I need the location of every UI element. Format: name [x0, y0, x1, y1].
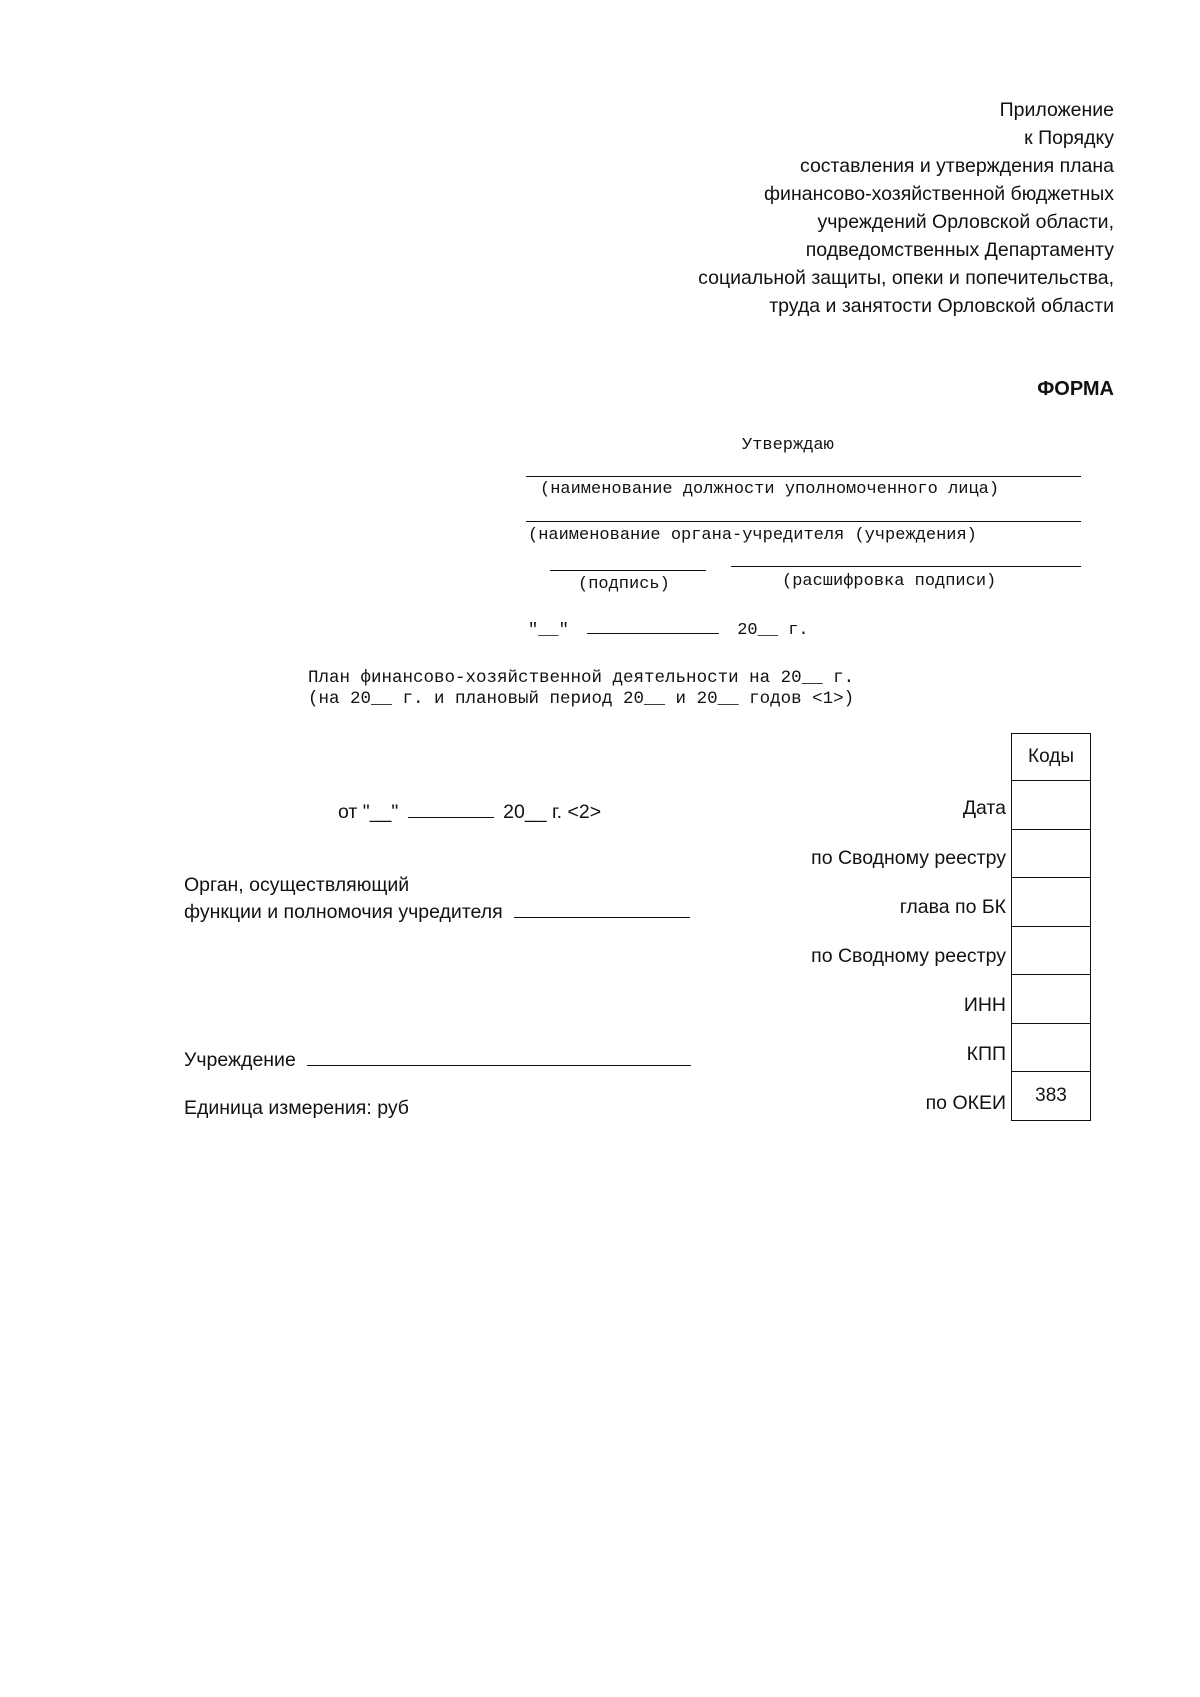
code-label-okei: по ОКЕИ: [925, 1092, 1006, 1114]
code-cell-inn: [1012, 975, 1091, 1024]
appendix-line: финансово-хозяйственной бюджетных: [764, 183, 1114, 205]
institution-row: [184, 1049, 691, 1072]
code-cell-date: [1012, 781, 1091, 830]
appendix-line: труда и занятости Орловской области: [769, 295, 1114, 317]
date-year: 20__ г.: [737, 621, 809, 640]
organ-caption: (наименование органа-учредителя (учреждения): [528, 526, 977, 545]
form-date-year: 20__ г. <2>: [503, 801, 602, 823]
position-caption: (наименование должности уполномоченного лица): [540, 480, 1000, 499]
appendix-line: составления и утверждения плана: [799, 155, 1114, 177]
appendix-line: учреждений Орловской области,: [817, 211, 1114, 233]
approval-date: [528, 621, 809, 640]
organ-label-line2: [184, 901, 690, 924]
institution-label: Учреждение: [184, 1049, 296, 1071]
codes-header: Коды: [1012, 734, 1091, 781]
code-cell-registry: [1012, 829, 1091, 878]
code-cell-kpp: [1012, 1023, 1091, 1072]
form-date-prefix: от "__": [338, 801, 399, 823]
code-label-registry: по Сводному реестру: [811, 847, 1006, 869]
organ-field-line: [514, 917, 690, 918]
code-cell-bk: [1012, 878, 1091, 927]
code-label-registry-2: по Сводному реестру: [811, 945, 1006, 967]
unit-label: Единица измерения: руб: [184, 1097, 409, 1119]
code-label-bk: глава по БК: [899, 896, 1006, 918]
appendix-block: [698, 96, 1114, 320]
position-line: [526, 476, 1081, 477]
decode-line: [731, 566, 1081, 567]
plan-subtitle: (на 20__ г. и плановый период 20__ и 20__ годов <1>): [308, 689, 855, 709]
institution-field-line: [307, 1065, 691, 1066]
appendix-line: к Порядку: [1024, 127, 1114, 149]
code-cell-okei: 383: [1012, 1072, 1091, 1121]
form-label: ФОРМА: [1037, 378, 1114, 400]
organ-label-line1: Орган, осуществляющий: [184, 874, 410, 896]
date-day: "__": [528, 621, 569, 640]
code-label-date: Дата: [962, 797, 1006, 819]
appendix-line: подведомственных Департаменту: [805, 239, 1114, 261]
signature-line: [550, 570, 706, 571]
appendix-line: социальной защиты, опеки и попечительства,: [698, 267, 1114, 289]
form-date-month-line: [408, 817, 494, 818]
signature-caption: (подпись): [578, 575, 670, 594]
date-month-line: [587, 633, 719, 634]
form-date: [338, 801, 601, 824]
code-label-inn: ИНН: [963, 994, 1006, 1016]
approval-title: Утверждаю: [742, 436, 834, 455]
decode-caption: (расшифровка подписи): [782, 572, 997, 591]
organ-label-text: функции и полномочия учредителя: [184, 901, 503, 923]
code-cell-registry-2: [1012, 926, 1091, 975]
plan-title: План финансово-хозяйственной деятельности на 20__ г.: [308, 668, 855, 688]
appendix-line: Приложение: [999, 99, 1114, 121]
code-label-kpp: КПП: [966, 1043, 1006, 1065]
codes-table: [1011, 733, 1091, 1121]
organ-line: [526, 521, 1081, 522]
